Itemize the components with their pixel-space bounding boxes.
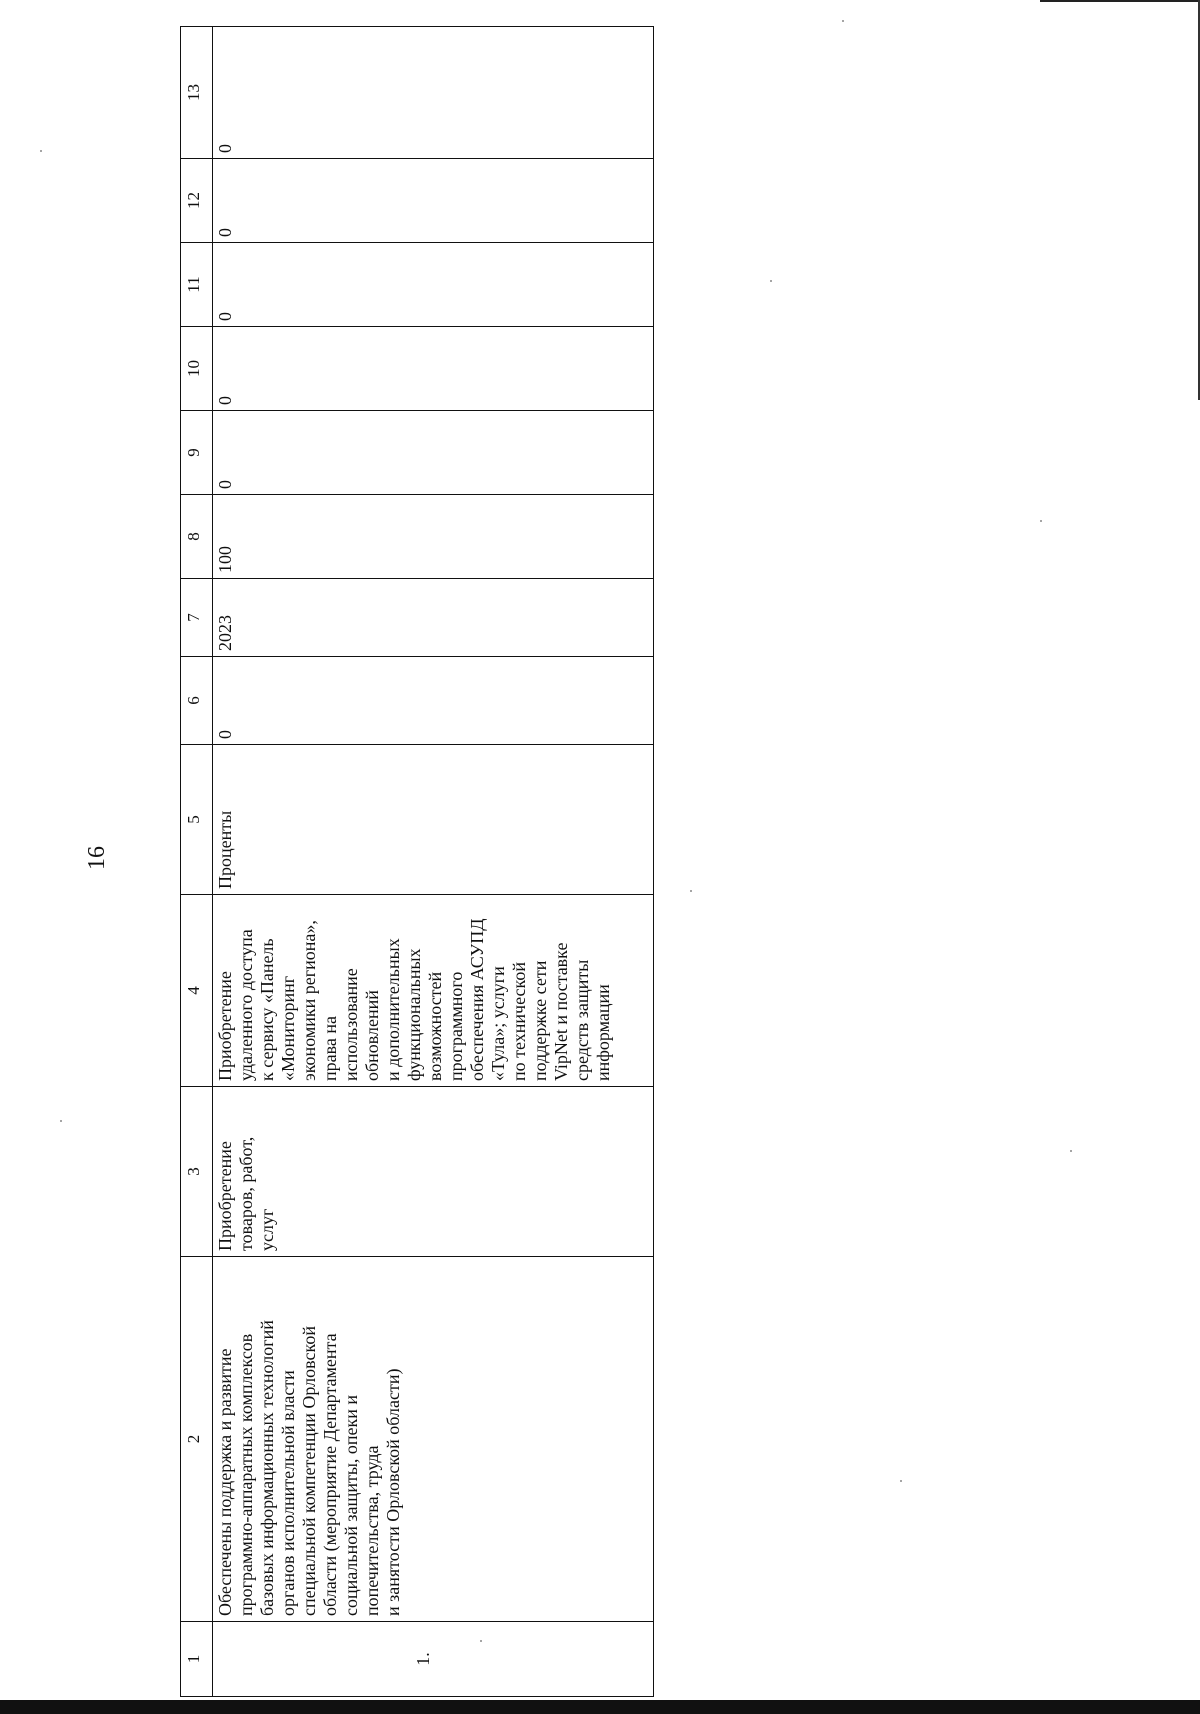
cell-number <box>213 1622 654 1697</box>
scan-speck <box>480 1640 482 1642</box>
cell-col-8: 100 <box>213 495 654 579</box>
header-col-8: 8 <box>181 495 213 579</box>
page-number: 16 <box>84 846 110 870</box>
rotated-table-container <box>180 47 655 1697</box>
data-table <box>180 26 654 1697</box>
cell-col-13: 0 <box>213 27 654 159</box>
scan-speck <box>60 1120 62 1122</box>
header-col-7: 7 <box>181 579 213 657</box>
cell-col-10: 0 <box>213 327 654 411</box>
header-row <box>181 27 213 1697</box>
scan-speck <box>1040 520 1042 522</box>
header-col-1: 1 <box>181 1622 213 1697</box>
cell-result-description: Обеспечены поддержка и развитие программно-аппаратных комплексов базовых информационных технологий органов исполнительной власти специальной компетенции Орловской области (мероприятие Департамента социальной защиты, опеки и попечительства, труда и занятости Орловской области) <box>213 1257 654 1622</box>
scan-speck <box>770 280 772 282</box>
row-number: 1. <box>412 1652 433 1666</box>
cell-unit: Проценты <box>213 745 654 895</box>
cell-event-type: Приобретение товаров, работ, услуг <box>213 1087 654 1257</box>
header-col-11: 11 <box>181 243 213 327</box>
scan-speck <box>842 20 844 22</box>
cell-col-6: 0 <box>213 657 654 745</box>
header-col-4: 4 <box>181 895 213 1087</box>
header-col-9: 9 <box>181 411 213 495</box>
header-col-13: 13 <box>181 27 213 159</box>
header-col-3: 3 <box>181 1087 213 1257</box>
header-col-6: 6 <box>181 657 213 745</box>
scan-edge-top <box>1040 0 1200 2</box>
scan-edge-bottom <box>0 1700 1200 1714</box>
cell-event-description: Приобретение удаленного доступа к сервису «Панель «Мониторинг экономики региона», права на использование обновлений и дополнительных функциональных возможностей программного обеспечения АСУПД «Тула»; услуги по технической поддержке сети VipNet и поставке средств защиты информации <box>213 895 654 1087</box>
scan-speck <box>1070 1150 1072 1152</box>
cell-col-9: 0 <box>213 411 654 495</box>
scan-speck <box>40 150 42 152</box>
header-col-5: 5 <box>181 745 213 895</box>
cell-col-12: 0 <box>213 159 654 243</box>
header-col-10: 10 <box>181 327 213 411</box>
header-col-2: 2 <box>181 1257 213 1622</box>
table-row <box>213 27 654 1697</box>
header-col-12: 12 <box>181 159 213 243</box>
scan-speck <box>900 1480 902 1482</box>
scan-speck <box>690 890 692 892</box>
cell-year: 2023 <box>213 579 654 657</box>
cell-col-11: 0 <box>213 243 654 327</box>
